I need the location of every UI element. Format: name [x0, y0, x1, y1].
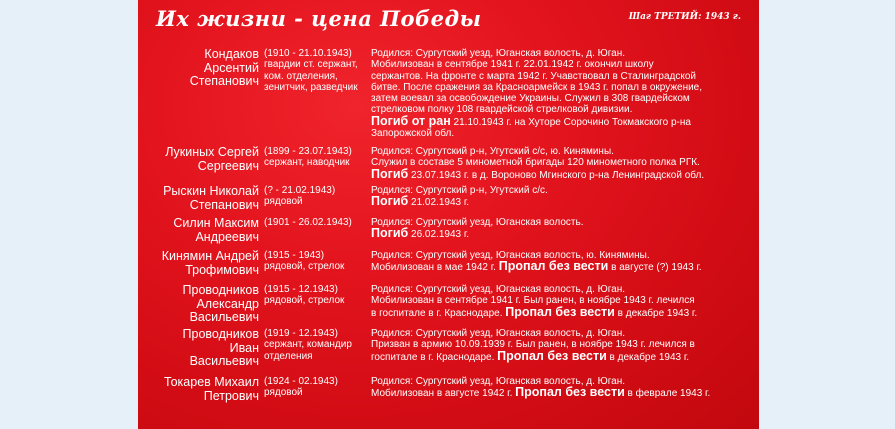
biography-text: 21.02.1943 г. — [408, 197, 470, 209]
biography — [371, 146, 756, 181]
biography-line — [371, 284, 756, 295]
biography-line — [371, 387, 756, 399]
life-dates: (? - 21.02.1943) — [264, 185, 336, 196]
biography-text: Родился: Сургутский уезд, Юганская волость, д. Юган. — [371, 328, 626, 339]
person-name-line: Сергеевич — [197, 158, 259, 173]
rank-line: гвардии ст. сержант, — [264, 59, 358, 71]
life-dates: (1910 - 21.10.1943) — [264, 48, 352, 59]
person-name — [162, 250, 259, 277]
biography-text: Мобилизован в сентябре 1941 г. 22.01.1942 г. окончил школу — [371, 59, 654, 71]
biography-line — [371, 348, 756, 363]
biography-text: 23.07.1943 г. в д. Вороново Мгинского р-на Ленинградской обл. — [408, 169, 705, 181]
biography — [371, 250, 756, 274]
rank-line: рядовой — [264, 387, 303, 399]
person-name — [190, 48, 259, 89]
person-name-line: Лукиных Сергей — [165, 145, 259, 159]
biography-line — [371, 166, 756, 181]
biography-text: затем воевал за освобождение Украины. Служил в 308 гвардейском — [371, 93, 690, 105]
fate-label: Погиб — [371, 166, 409, 181]
person-name-line: Рыскин Николай — [163, 184, 259, 198]
biography-text: Мобилизован в августе 1942 г. — [371, 388, 516, 400]
service-info — [264, 250, 344, 273]
service-info — [264, 146, 352, 169]
person-name — [183, 328, 259, 369]
life-dates: (1919 - 12.1943) — [264, 328, 338, 339]
person-name-line: Васильевич — [189, 310, 259, 324]
biography-text: в феврале 1943 г. — [624, 388, 711, 400]
rank-line: зенитчик, разведчик — [264, 81, 358, 93]
biography-line — [371, 82, 756, 93]
biography-line — [371, 59, 756, 70]
biography-line — [371, 113, 756, 128]
service-info — [264, 376, 338, 399]
service-info — [264, 48, 358, 93]
person-name-line: Иван — [229, 340, 259, 355]
person-name-line: Степанович — [189, 197, 259, 212]
biography-text: Мобилизован в мае 1942 г. — [371, 262, 499, 274]
rank-line: отделения — [264, 350, 313, 362]
person-name — [183, 284, 259, 325]
biography-line — [371, 157, 756, 168]
biography — [371, 284, 756, 319]
fate-label: Пропал без вести — [498, 259, 609, 274]
biography — [371, 328, 756, 363]
service-info — [264, 328, 352, 362]
biography-text: в августе (?) 1943 г. — [608, 262, 702, 274]
biography-text: Родился: Сургутский уезд, Юганская волость. — [371, 217, 584, 228]
biography-text: Родился: Сургутский уезд, Юганская волость, д. Юган. — [371, 284, 626, 295]
person-name-line: Проводников — [182, 283, 259, 297]
biography-text: в декабре 1943 г. — [614, 307, 698, 319]
biography — [371, 48, 756, 139]
fate-label: Погиб — [371, 226, 409, 241]
rank-line: сержант, командир — [264, 339, 352, 351]
biography-line — [371, 196, 756, 208]
service-info — [264, 284, 344, 307]
life-dates: (1899 - 23.07.1943) — [264, 146, 352, 157]
person-name-line: Силин Максим — [173, 216, 259, 230]
biography-line — [371, 185, 756, 196]
life-dates: (1901 - 26.02.1943) — [264, 217, 352, 228]
biography — [371, 376, 756, 400]
biography-line — [371, 304, 756, 319]
fate-label: Погиб от ран — [371, 113, 451, 128]
person-name-line: Васильевич — [189, 354, 259, 368]
biography-text: 21.10.1943 г. на Хуторе Сорочино Токмакского р-на — [450, 116, 691, 128]
biography-line — [371, 328, 756, 339]
biography-text: 26.02.1943 г. — [408, 229, 470, 241]
biography-text: Мобилизован в сентябре 1941 г. Был ранен, в ноябре 1943 г. лечился — [371, 295, 695, 307]
biography-text: сержантов. На фронте с марта 1942 г. Учавствовал в Сталинградской — [371, 70, 696, 82]
biography-text: Родился: Сургутский уезд, Юганская волость, ю. Кинямины. — [371, 250, 650, 261]
biography-line — [371, 93, 756, 104]
biography-line — [371, 128, 756, 139]
person-name-line: Кинямин Андрей — [161, 249, 259, 263]
service-info — [264, 185, 335, 208]
person-name — [173, 217, 259, 244]
biography — [371, 217, 756, 241]
person-name-line: Арсентий — [203, 60, 259, 75]
biography-text: в госпитале в г. Краснодаре. — [371, 307, 506, 319]
person-name-line: Петрович — [203, 388, 259, 403]
life-dates: (1924 - 02.1943) — [264, 376, 338, 387]
memorial-panel — [138, 0, 759, 429]
page-title: Их жизни - цена Победы — [156, 6, 482, 31]
fate-label: Пропал без вести — [497, 348, 607, 363]
rank-line: сержант, наводчик — [264, 157, 350, 169]
person-name-line: Андреевич — [195, 229, 259, 244]
biography-line — [371, 48, 756, 59]
person-name-line: Проводников — [182, 327, 259, 341]
biography-text: битве. После сражения за Красноармейск в 1943 г. попал в окружение, — [371, 81, 703, 93]
person-name — [164, 376, 259, 403]
biography — [371, 185, 756, 209]
biography-text: Служил в составе 5 минометной бригады 120 минометного полка РГК. — [371, 157, 700, 169]
biography-line — [371, 228, 756, 240]
biography-text: Запорожской обл. — [371, 128, 455, 140]
service-info — [264, 217, 352, 228]
person-name-line: Кондаков — [204, 47, 259, 61]
life-dates: (1915 - 12.1943) — [264, 284, 338, 295]
biography-line — [371, 261, 756, 273]
fate-label: Пропал без вести — [515, 385, 625, 400]
biography-text: Родился: Сургутский р-н, Угутский с/с. — [371, 185, 548, 196]
biography-text: Родился: Сургутский уезд, Юганская волость, д. Юган. — [371, 48, 626, 59]
rank-line: рядовой, стрелок — [264, 261, 345, 273]
page-subtitle: Шаг ТРЕТИЙ: 1943 г. — [628, 12, 741, 22]
person-name-line: Токарев Михаил — [163, 375, 259, 389]
biography-text: госпитале в г. Краснодаре. — [371, 351, 498, 363]
biography-text: Родился: Сургутский р-н, Угутский с/с, ю. Кинямины. — [371, 146, 614, 157]
biography-text: стрелковом полку 108 гвардейской стрелковой дивизии. — [371, 104, 633, 116]
biography-line — [371, 146, 756, 157]
life-dates: (1915 - 1943) — [264, 250, 325, 261]
rank-line: рядовой, стрелок — [264, 295, 345, 307]
biography-text: Призван в армию 10.09.1939 г. Был ранен, в ноябре 1943 г. лечился в — [371, 339, 695, 351]
person-name-line: Александр — [196, 296, 259, 311]
fate-label: Пропал без вести — [505, 304, 615, 319]
person-name-line: Трофимович — [185, 262, 259, 277]
person-name-line: Степанович — [189, 74, 259, 88]
biography-line — [371, 217, 756, 228]
biography-text: Родился: Сургутский уезд, Юганская волость, д. Юган. — [371, 376, 626, 387]
fate-label: Погиб — [371, 194, 409, 209]
rank-line: ком. отделения, — [264, 70, 338, 82]
rank-line: рядовой — [264, 196, 303, 208]
person-name — [163, 185, 259, 212]
biography-line — [371, 71, 756, 82]
person-name — [165, 146, 259, 173]
biography-text: в декабре 1943 г. — [606, 351, 690, 363]
